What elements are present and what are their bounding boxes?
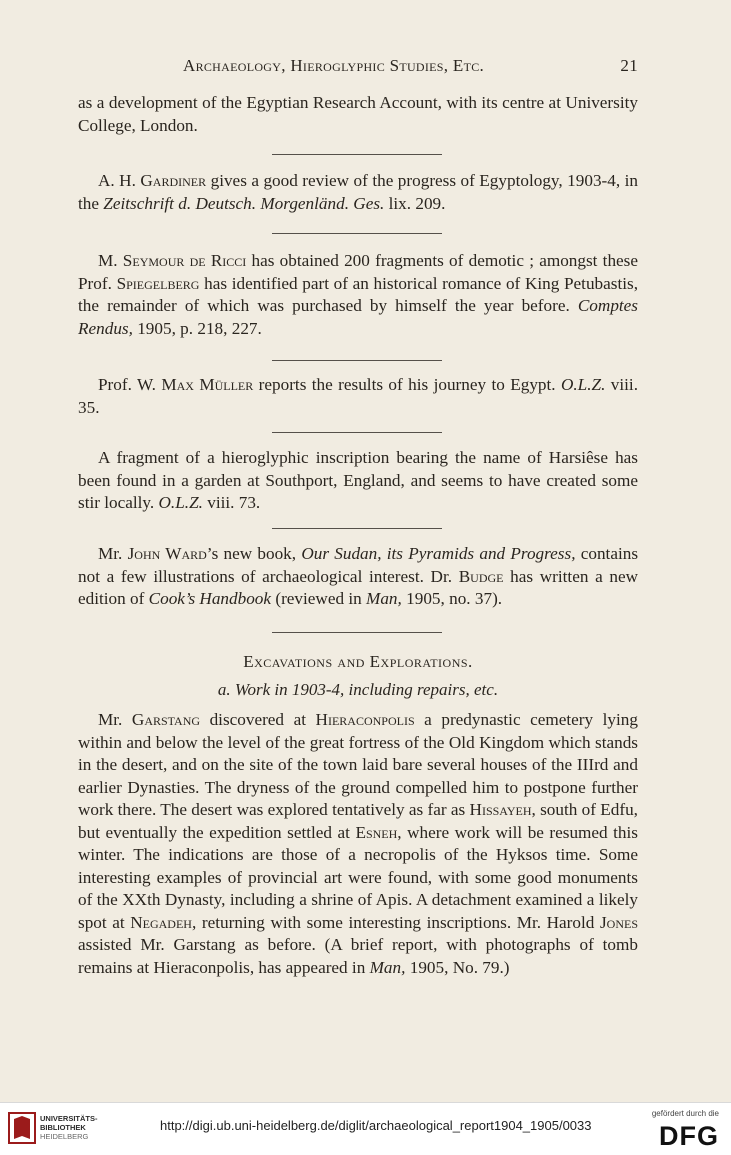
paragraph-text: discovered at	[200, 710, 316, 729]
journal-title: Comptes Rendus,	[78, 296, 638, 338]
citation-text: viii. 35.	[78, 375, 638, 417]
running-head-title: Archaeology, Hieroglyphic Studies, Etc.	[183, 56, 485, 75]
library-name-line: UNIVERSITÄTS-	[40, 1114, 98, 1123]
journal-title: Man,	[369, 957, 406, 977]
paragraph-text: Mr.	[98, 544, 128, 563]
viewer-footer	[0, 1102, 731, 1155]
subheading-letter: a.	[217, 680, 231, 699]
journal-title: O.L.Z.	[158, 493, 203, 512]
paragraph-text: has identified part of an historical romance of King Petubastis, the remainder of which was purchased by himself the year before.	[78, 273, 638, 315]
paragraph-garstang	[78, 709, 638, 979]
book-title: Cook’s Handbook	[148, 589, 272, 608]
divider-rule	[272, 233, 442, 234]
page-number: 21	[620, 56, 638, 75]
paragraph-text: as a development of the Egyptian Research Account, with its centre at University College, London.	[78, 93, 638, 135]
citation-text: 1905, No. 79.)	[405, 957, 510, 977]
paragraph-text: ’s new book,	[206, 544, 302, 563]
paragraph-text: , where work will be resumed this winter. The indications are those of a necropolis of the Hyksos time. Some interesting examples of provincial art were found, with some good monuments of the XXth Dynasty, including a shrine of Apis. A detachment examined a likely spot at	[78, 822, 638, 932]
place-name: Hieraconpolis	[315, 710, 415, 729]
paragraph-text: Prof. W.	[98, 375, 162, 394]
section-subheading	[78, 680, 638, 700]
place-name: Hissayeh	[469, 800, 532, 819]
paragraph-text: (reviewed in	[271, 589, 367, 608]
citation-text: viii. 73.	[202, 493, 261, 512]
paragraph-ward	[78, 543, 638, 611]
paragraph-text: contains not a few illustrations of archaeological interest. Dr.	[78, 544, 639, 586]
paragraph-text: reports the results of his journey to Egypt.	[253, 375, 561, 394]
paragraph-text: A fragment of a hieroglyphic inscription bearing the name of Harsiêse has been found in a garden at Southport, England, and seems to have created some stir locally.	[78, 448, 638, 512]
subheading-text: Work in 1903-4, including repairs, etc.	[230, 680, 499, 699]
author-name: M. Seymour de Ricci	[98, 251, 247, 270]
divider-rule	[272, 528, 442, 529]
journal-title: Zeitschrift d. Deutsch. Morgenländ. Ges.	[103, 193, 385, 213]
paragraph-muller	[78, 374, 638, 419]
book-title: Our Sudan, its Pyramids and Progress,	[301, 544, 576, 563]
paragraph-continuation	[78, 92, 638, 137]
paragraph-text: , returning with some interesting inscriptions. Mr. Harold	[191, 912, 600, 932]
place-name: Esneh	[355, 822, 398, 842]
library-name-line: HEIDELBERG	[40, 1132, 89, 1141]
paragraph-gardiner	[78, 170, 638, 215]
library-name-line: BIBLIOTHEK	[40, 1123, 86, 1132]
paragraph-text: has written a new edition of	[78, 566, 639, 608]
author-name: John Ward	[127, 544, 207, 563]
paragraph-text: , south of Edfu, but eventually the expedition settled at	[78, 800, 638, 842]
divider-rule	[272, 154, 442, 155]
paragraph-text: gives a good review of the progress of Egyptology, 1903-4, in the	[78, 171, 639, 213]
author-name: Jones	[599, 912, 638, 932]
paragraph-text: a predynastic cemetery lying within and below the level of the great fortress of the Old Kingdom which stands in the desert, and on the site of the town laid bare several houses of the IIIrd and earlier Dynasties. The dryness of the ground compelled him to postpone further work there. The desert was explored tentatively as far as	[78, 710, 638, 819]
place-name: Negadeh	[130, 912, 192, 932]
library-name	[40, 1114, 98, 1141]
author-name: Budge	[458, 566, 504, 586]
author-name: Spiegelberg	[116, 273, 200, 293]
journal-title: O.L.Z.	[560, 375, 606, 394]
permalink-url[interactable]: http://digi.ub.uni-heidelberg.de/diglit/archaeological_report1904_1905/0033	[160, 1118, 592, 1133]
divider-rule	[272, 632, 442, 633]
author-name: Garstang	[131, 710, 201, 729]
paragraph-de-ricci	[78, 250, 638, 340]
author-name: Max Müller	[161, 375, 254, 394]
citation-text: 1905, no. 37).	[401, 589, 503, 608]
paragraph-text: has obtained 200 fragments of demotic ; amongst these Prof.	[78, 251, 638, 293]
divider-rule	[272, 360, 442, 361]
journal-title: Man,	[366, 589, 402, 608]
dfg-logo: DFG	[659, 1121, 719, 1151]
citation-text: 1905, p. 218, 227.	[132, 318, 262, 338]
university-library-logo-icon	[8, 1111, 36, 1145]
paragraph-text: Mr.	[98, 710, 132, 729]
author-name: A. H. Gardiner	[98, 171, 207, 190]
section-heading: Excavations and Explorations.	[243, 652, 473, 671]
funding-note: gefördert durch die	[651, 1109, 719, 1118]
paragraph-text: assisted Mr. Garstang as before. (A brief report, with photographs of tomb remains at Hieraconpolis, has appeared in	[78, 935, 638, 977]
divider-rule	[272, 432, 442, 433]
paragraph-harsiese	[78, 447, 638, 515]
citation-text: lix. 209.	[384, 193, 446, 213]
